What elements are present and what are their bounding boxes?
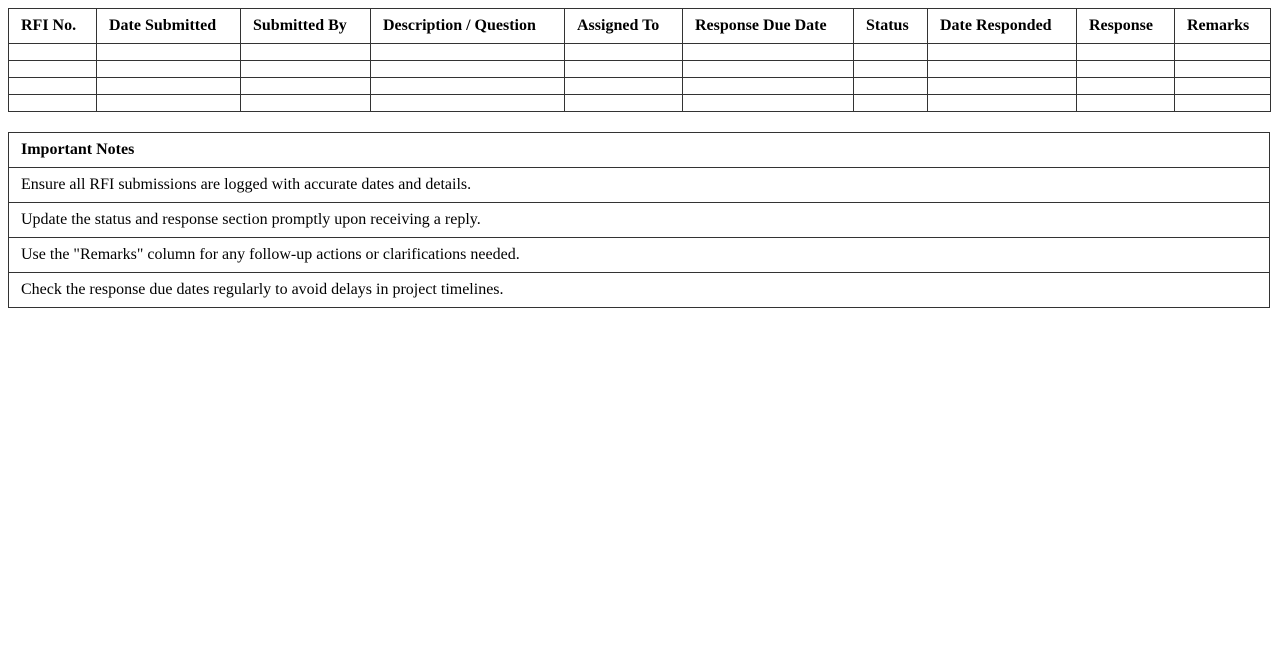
column-header-remarks: Remarks: [1175, 9, 1271, 44]
column-header-response: Response: [1077, 9, 1175, 44]
notes-title-row: [9, 133, 1270, 168]
table-cell[interactable]: [928, 78, 1077, 95]
note-row: [9, 273, 1270, 308]
table-row: [9, 95, 1271, 112]
table-cell[interactable]: [565, 78, 683, 95]
note-item: Use the "Remarks" column for any follow-up actions or clarifications needed.: [9, 238, 1270, 273]
table-cell[interactable]: [683, 95, 854, 112]
column-header-status: Status: [854, 9, 928, 44]
table-cell[interactable]: [9, 95, 97, 112]
important-notes-table: [8, 132, 1270, 308]
table-cell[interactable]: [97, 78, 241, 95]
column-header-assigned-to: Assigned To: [565, 9, 683, 44]
table-cell[interactable]: [928, 95, 1077, 112]
table-row: [9, 78, 1271, 95]
table-cell[interactable]: [854, 61, 928, 78]
column-header-rfi-no: RFI No.: [9, 9, 97, 44]
table-cell[interactable]: [1175, 95, 1271, 112]
table-cell[interactable]: [854, 95, 928, 112]
table-cell[interactable]: [1077, 95, 1175, 112]
table-cell[interactable]: [9, 44, 97, 61]
table-cell[interactable]: [1175, 78, 1271, 95]
table-cell[interactable]: [683, 44, 854, 61]
table-cell[interactable]: [1175, 44, 1271, 61]
table-cell[interactable]: [928, 61, 1077, 78]
table-header-row: [9, 9, 1271, 44]
table-cell[interactable]: [565, 44, 683, 61]
table-cell[interactable]: [241, 44, 371, 61]
table-cell[interactable]: [371, 61, 565, 78]
table-row: [9, 44, 1271, 61]
rfi-log-table: [8, 8, 1271, 112]
table-cell[interactable]: [1077, 61, 1175, 78]
note-row: [9, 168, 1270, 203]
table-cell[interactable]: [1175, 61, 1271, 78]
column-header-date-responded: Date Responded: [928, 9, 1077, 44]
table-cell[interactable]: [683, 61, 854, 78]
note-row: [9, 203, 1270, 238]
table-cell[interactable]: [9, 61, 97, 78]
notes-title: Important Notes: [9, 133, 1270, 168]
table-cell[interactable]: [371, 44, 565, 61]
column-header-submitted-by: Submitted By: [241, 9, 371, 44]
table-row: [9, 61, 1271, 78]
table-cell[interactable]: [241, 78, 371, 95]
table-cell[interactable]: [1077, 78, 1175, 95]
note-item: Update the status and response section promptly upon receiving a reply.: [9, 203, 1270, 238]
table-cell[interactable]: [241, 95, 371, 112]
table-cell[interactable]: [241, 61, 371, 78]
table-cell[interactable]: [565, 95, 683, 112]
table-cell[interactable]: [9, 78, 97, 95]
column-header-response-due-date: Response Due Date: [683, 9, 854, 44]
note-item: Check the response due dates regularly to avoid delays in project timelines.: [9, 273, 1270, 308]
table-cell[interactable]: [854, 78, 928, 95]
note-item: Ensure all RFI submissions are logged with accurate dates and details.: [9, 168, 1270, 203]
column-header-description: Description / Question: [371, 9, 565, 44]
table-cell[interactable]: [854, 44, 928, 61]
table-cell[interactable]: [97, 44, 241, 61]
table-cell[interactable]: [565, 61, 683, 78]
column-header-date-submitted: Date Submitted: [97, 9, 241, 44]
table-cell[interactable]: [97, 61, 241, 78]
table-cell[interactable]: [683, 78, 854, 95]
table-cell[interactable]: [928, 44, 1077, 61]
note-row: [9, 238, 1270, 273]
table-cell[interactable]: [371, 78, 565, 95]
table-cell[interactable]: [371, 95, 565, 112]
table-cell[interactable]: [1077, 44, 1175, 61]
table-cell[interactable]: [97, 95, 241, 112]
